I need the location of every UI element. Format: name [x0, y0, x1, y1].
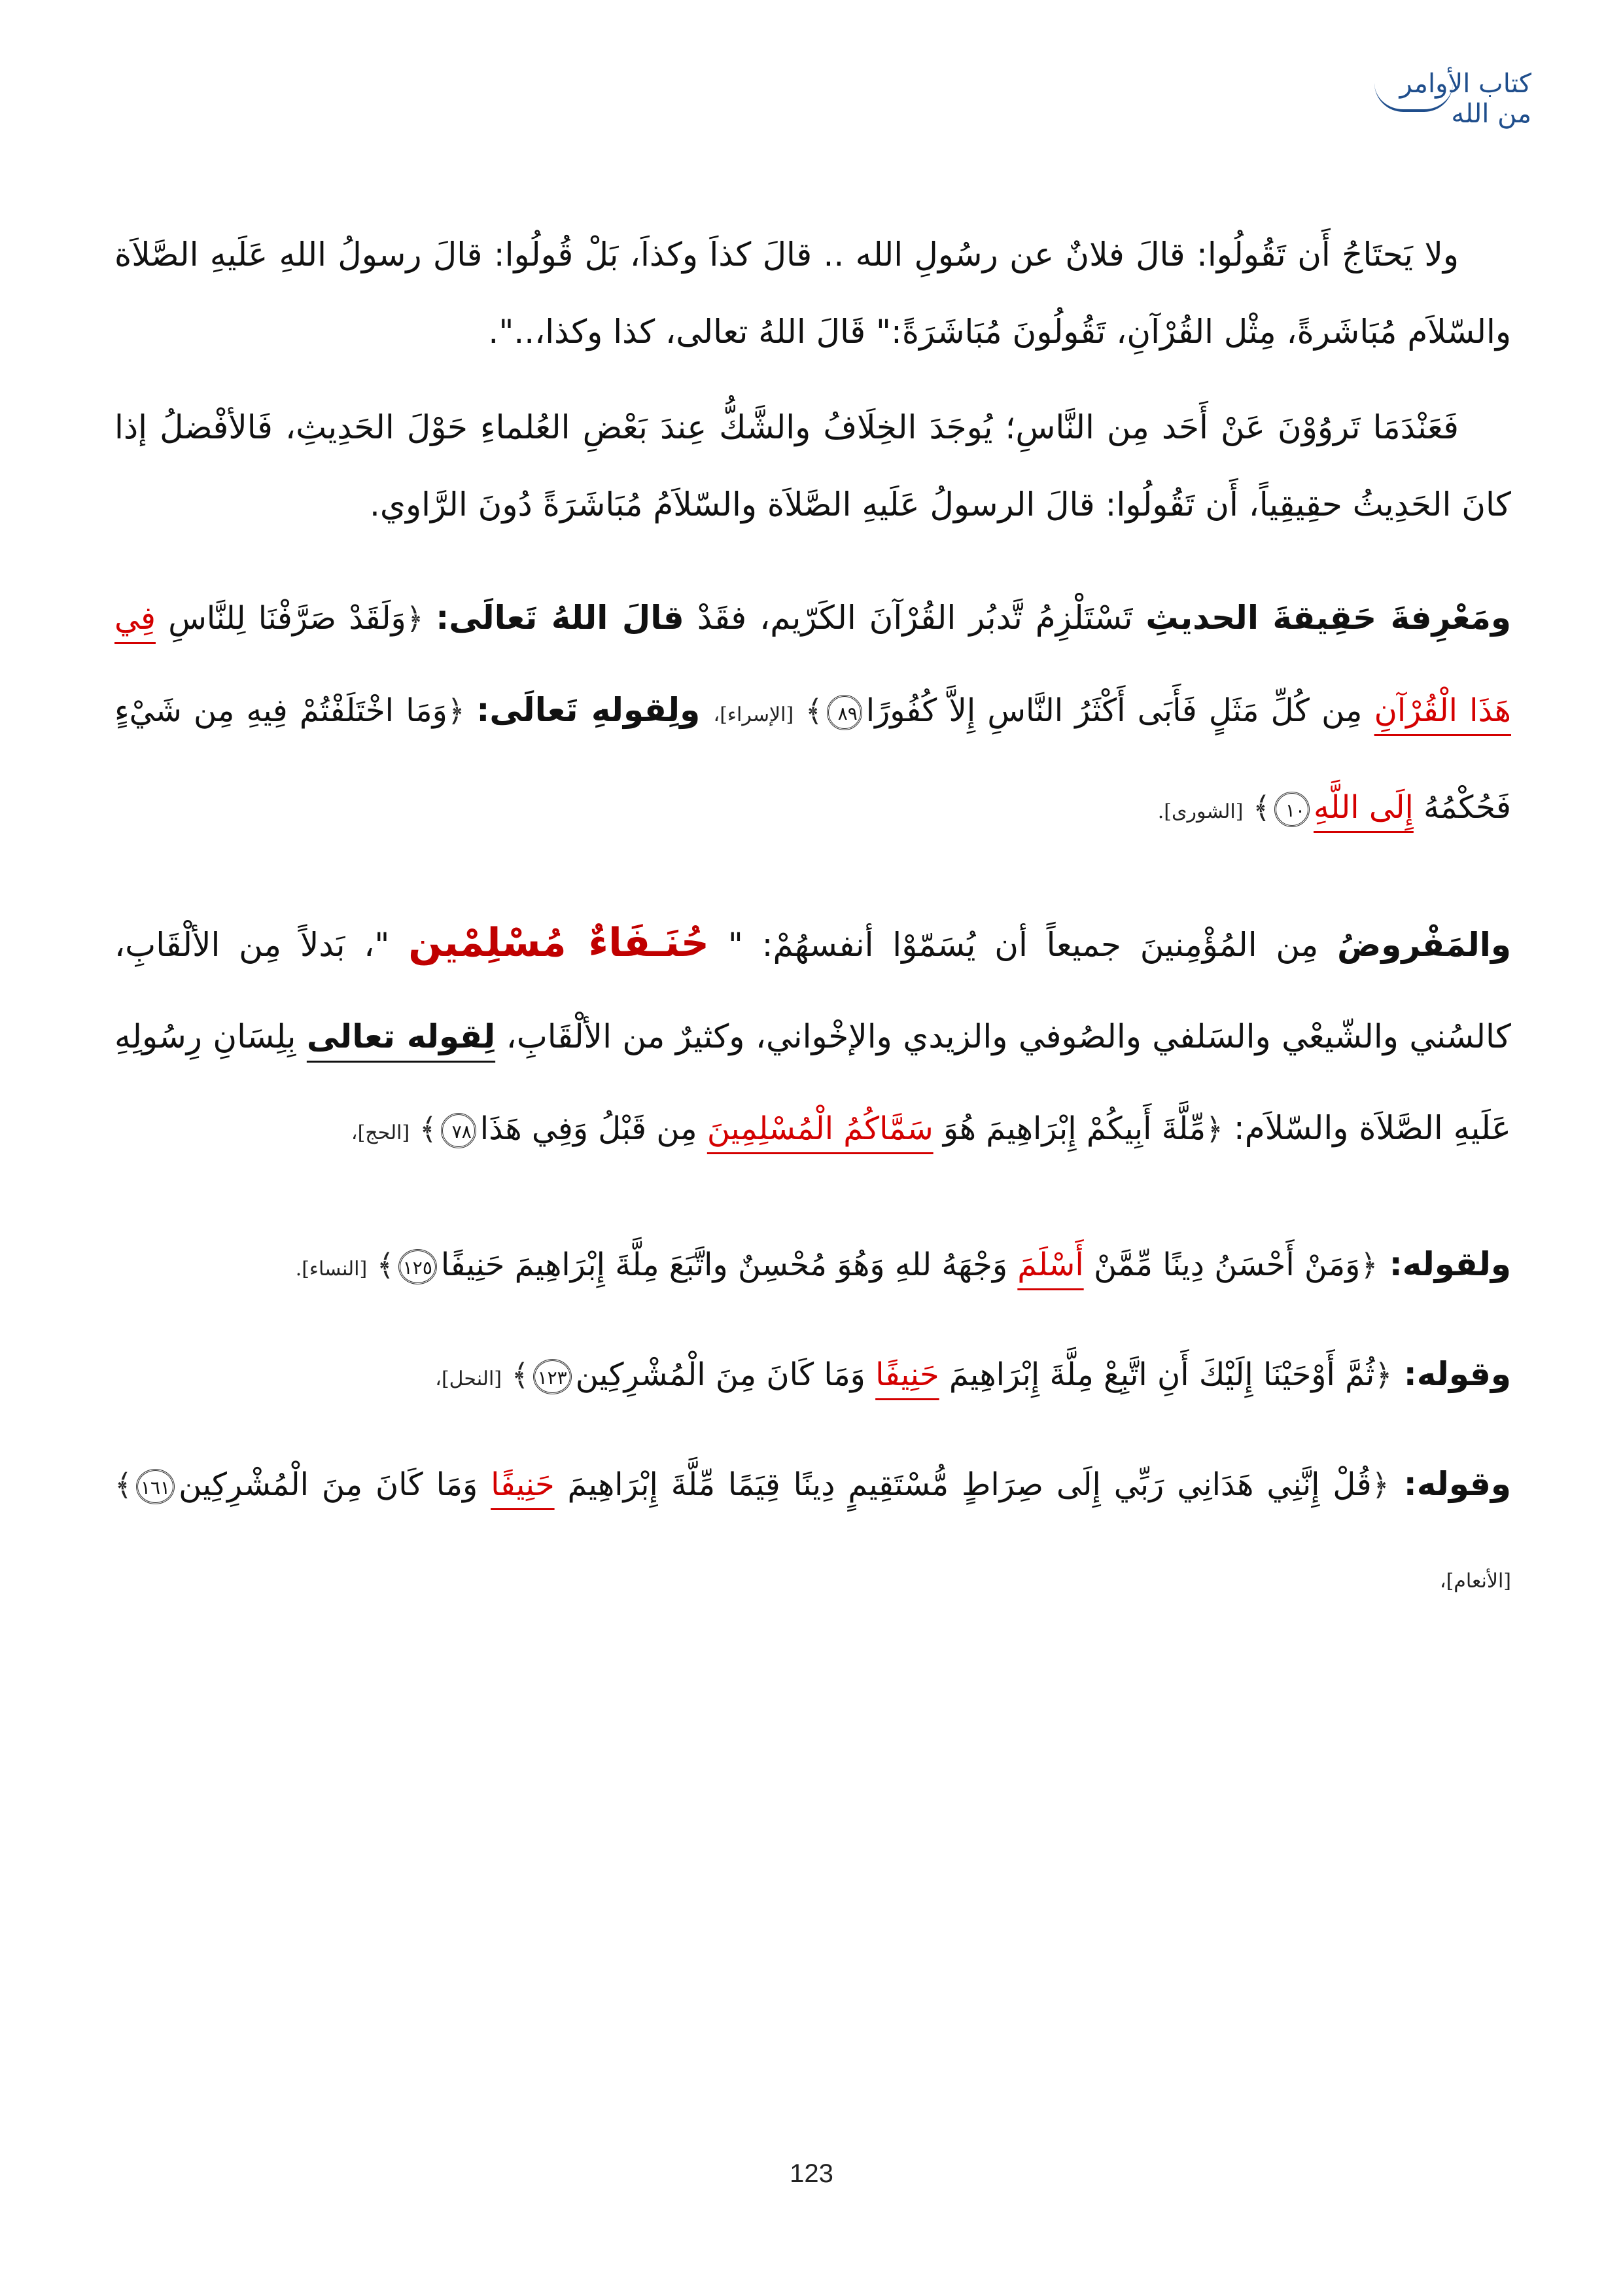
quran-verse-isra-a: وَلَقَدْ صَرَّفْنَا لِلنَّاسِ: [155, 600, 406, 637]
surah-reference-shura: [الشورى].: [1157, 800, 1244, 823]
quran-verse-text-b: وَجْهَهُ للهِ وَهُوَ مُحْسِنٌ واتَّبَعَ مِلَّةَ إِبْرَاهِيمَ حَنِيفًا: [440, 1246, 1018, 1283]
quran-verse-highlight: أَسْلَمَ: [1017, 1246, 1084, 1283]
quran-verse-text-a: ثُمَّ أَوْحَيْنَا إِلَيْكَ أَنِ اتَّبِعْ مِلَّةَ إِبْرَاهِيمَ: [939, 1356, 1375, 1393]
ayah-number-marker: ٨٩: [827, 695, 862, 730]
quran-verse-hajj-highlight: سَمَّاكُمُ الْمُسْلِمِينَ: [707, 1110, 934, 1147]
quran-bracket-close: ﴾: [367, 1247, 394, 1282]
verse-line-nahl: [114, 1328, 1511, 1425]
paragraph-4-text-c: بِلِسَانِ رِسُولِهِ عَلَيهِ الصَّلاَة والسّلاَم:: [114, 1017, 1511, 1147]
surah-reference: [النساء].: [295, 1258, 368, 1280]
paragraph-4-text-b: "، بَدلاً مِن الألْقَابِ، كالسُني والشّيعْي والسَلفي والصُوفي والزيدي والإخْواني، وكثيرٌ من الألْقَابِ،: [114, 926, 1511, 1055]
quran-bracket-close: ﴾: [114, 1467, 132, 1502]
his-saying-label: لِقوله تعالى: [306, 1017, 496, 1055]
ayah-number-marker: ١٢٣: [533, 1359, 572, 1394]
quran-verse-shura-highlight: إِلَى اللَّهِ: [1314, 789, 1414, 826]
page-number: 123: [790, 2159, 833, 2188]
ayah-number-marker: ١٢٥: [398, 1249, 437, 1284]
quran-bracket-close: ﴾: [410, 1111, 437, 1146]
paragraph-1: ولا يَحتَاجُ أَن تَقُولُوا: قالَ فلانٌ عن رسُولِ الله .. قالَ كذاَ وكذاَ، بَلْ قُولُوا: قالَ رسولُ اللهِ عَلَيهِ الصَّلاَة والسّلاَم مُبَاشَرةً، مِثْل القُرْآنِ، تَقُولُونَ مُبَاشَرَةً:" قَالَ اللهُ تعالى، كذا وكذا،..".: [114, 236, 1511, 351]
quran-bracket-open: ﴿: [1360, 1247, 1378, 1282]
quran-verse-isra-b: مِن كُلِّ مَثَلٍ فَأَبَى أَكْثَرُ النَّاسِ إِلاَّ كُفُورًا: [865, 692, 1374, 729]
quran-verse-text-a: قُلْ إِنَّنِي هَدَانِي رَبِّي إِلَى صِرَاطٍ مُّسْتَقِيمٍ دِينًا قِيَمًا مِّلَّةَ إِبْرَاهِيمَ: [554, 1466, 1372, 1503]
and-his-saying-label: ولِقولهِ تَعالَى:: [476, 691, 714, 729]
quran-verse-text-b: وَمَا كَانَ مِنَ الْمُشْرِكِين: [179, 1466, 491, 1503]
quran-verse-highlight: حَنِيفًا: [875, 1356, 939, 1393]
quran-verse-highlight: حَنِيفًا: [491, 1466, 555, 1503]
quran-verse-text-b: وَمَا كَانَ مِنَ الْمُشْرِكِين: [575, 1356, 876, 1393]
document-body: [114, 216, 1511, 1640]
quran-bracket-open: ﴿: [447, 693, 477, 728]
verse-lead: وقوله:: [1389, 1465, 1511, 1503]
quran-verse-hajj-a: مِّلَّةَ أَبِيكُمْ إِبْرَاهِيمَ هُوَ: [933, 1110, 1206, 1147]
quran-bracket-close: ﴾: [502, 1357, 529, 1392]
paragraph-3-text: تَسْتَلْزِمُ تَّدبُر القُرْآنَ الكَرّيم، فقَدْ: [684, 599, 1146, 637]
quran-verse-shura-a: وَمَا اخْتَلَفْتُمْ فِيهِ مِن شَيْءٍ فَحُكْمُهُ: [114, 692, 1511, 826]
verse-lead: وقوله:: [1392, 1355, 1511, 1393]
book-title-text: كتاب الأوامر من الله: [1399, 69, 1531, 129]
hunafa-muslimin-phrase: حُنَـفَاءٌ مُسْلِمْين: [408, 920, 710, 966]
paragraph-3-lead: ومَعْرِفةَ حَقِيقةَ الحديثِ: [1145, 599, 1511, 637]
quran-bracket-open: ﴿: [406, 601, 436, 636]
surah-reference-isra: [الإسراء]،: [713, 703, 794, 726]
surah-reference: [الأنعام]،: [1439, 1570, 1511, 1593]
paragraph-4-naming: [114, 897, 1511, 1179]
verse-line-anam: [114, 1438, 1511, 1627]
quran-verse-isra-highlight: فِي هَذَا الْقُرْآنِ: [114, 600, 1511, 729]
quran-bracket-close: ﴾: [794, 693, 823, 728]
paragraph-2: فَعَنْدَمَا تَروُوْنَ عَنْ أَحَد مِن النَّاسِ؛ يُوجَدَ الخِلَافُ والشَّكُّ عِندَ بَعْضِ العُلماءِ حَوْلَ الحَدِيثِ، فَالأفْضلُ إذا كانَ الحَدِيثُ حقِيقِياً، أَن تَقُولُوا: قالَ الرسولُ عَلَيهِ الصَّلاَة والسّلاَمُ مُبَاشَرَةً دُونَ الرَّاوي.: [114, 408, 1511, 523]
ayah-number-marker: ١٦١: [136, 1469, 175, 1504]
header-swash-ornament: [1374, 83, 1453, 112]
verse-lead: ولقوله:: [1378, 1245, 1511, 1283]
paragraph-3-hadith-quran: [114, 572, 1511, 858]
ayah-number-marker: ٧٨: [441, 1113, 476, 1148]
quran-bracket-close: ﴾: [1243, 790, 1270, 825]
quran-bracket-open: ﴿: [1374, 1357, 1393, 1392]
quran-bracket-open: ﴿: [1206, 1111, 1223, 1146]
ayah-number-marker: ١٠: [1274, 792, 1310, 827]
quran-verse-hajj-b: مِن قَبْلُ وَفِي هَذَا: [480, 1110, 707, 1147]
quran-bracket-open: ﴿: [1371, 1467, 1389, 1502]
paragraph-4-text-a: مِن المُؤْمِنينَ جميعاً أن يُسَمّوْا أنفسهُمْ: ": [709, 926, 1338, 964]
header-book-title: [1368, 69, 1531, 129]
verse-line-nisa: [114, 1218, 1511, 1315]
paragraph-4-lead: والمَفْروضُ: [1337, 926, 1511, 964]
allah-said-label: قالَ اللهُ تَعالَى:: [436, 599, 684, 637]
surah-reference-hajj: [الحج]،: [351, 1122, 410, 1144]
quran-verse-text-a: وَمَنْ أَحْسَنُ دِينًا مِّمَّنْ: [1083, 1246, 1361, 1283]
surah-reference: [النحل]،: [435, 1368, 502, 1390]
